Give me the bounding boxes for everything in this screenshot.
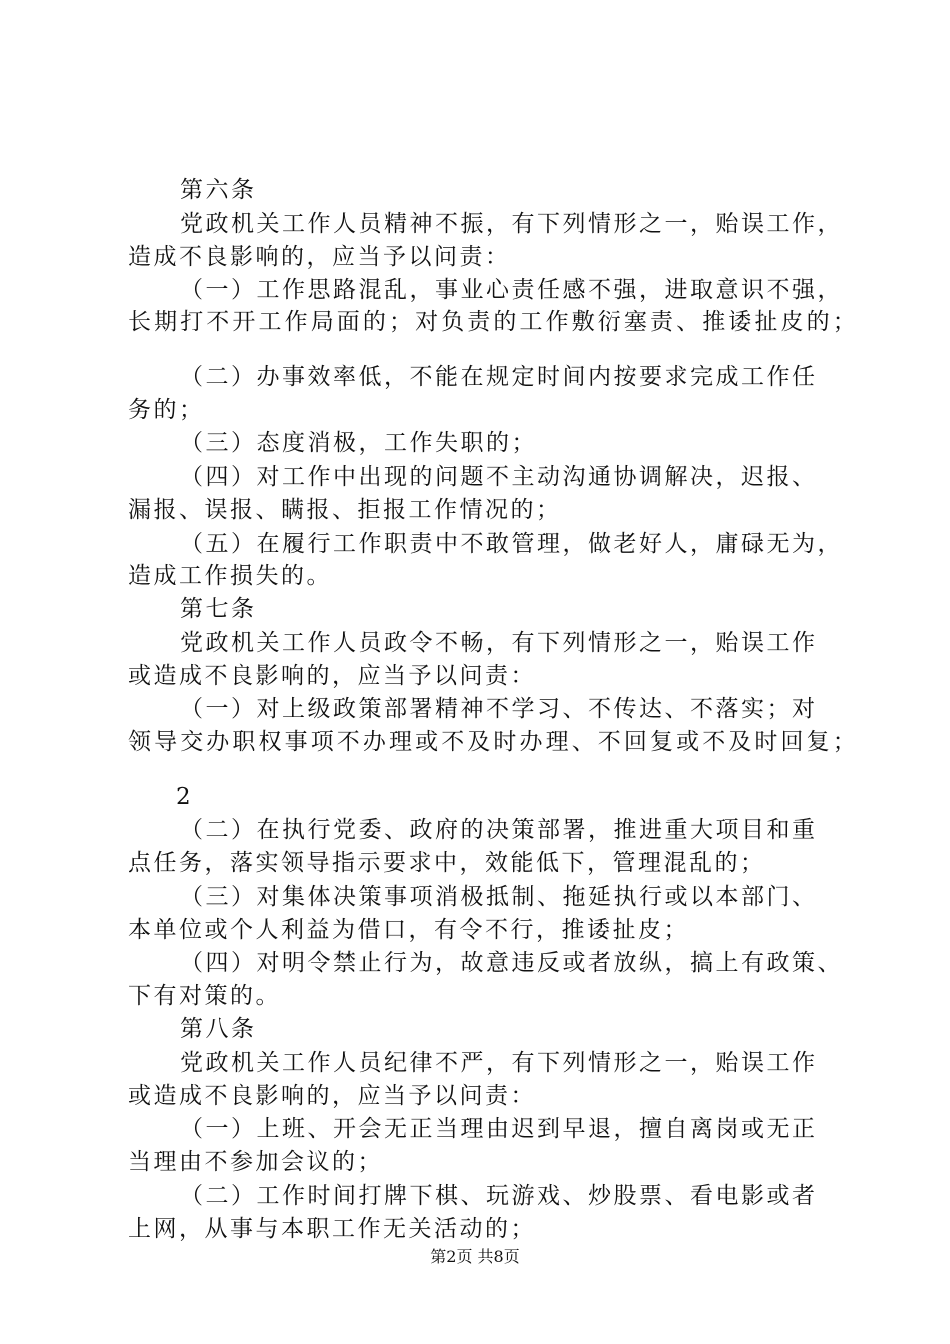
body-line: 造成不良影响的，应当予以问责： (128, 244, 511, 270)
body-line: （二）办事效率低，不能在规定时间内按要求完成工作任 (180, 364, 818, 390)
body-line: （四）对明令禁止行为，故意违反或者放纵，搞上有政策、 (180, 950, 843, 976)
body-line: 务的； (128, 397, 205, 423)
body-line: 或造成不良影响的，应当予以问责： (128, 663, 536, 689)
body-line: （三）态度消极，工作失职的； (180, 430, 537, 456)
body-line: 长期打不开工作局面的；对负责的工作敷衍塞责、推诿扯皮的； (128, 309, 859, 335)
body-line: 或造成不良影响的，应当予以问责： (128, 1083, 536, 1109)
body-line: （二）工作时间打牌下棋、玩游戏、炒股票、看电影或者 (180, 1183, 818, 1209)
body-line: 上网，从事与本职工作无关活动的； (128, 1216, 536, 1242)
body-line: （五）在履行工作职责中不敢管理，做老好人，庸碌无为， (180, 531, 843, 557)
body-line: 当理由不参加会议的； (128, 1149, 383, 1175)
article-6-heading: 第六条 (180, 177, 257, 203)
page-footer: 第2页 共8页 (430, 1247, 520, 1266)
body-line: 领导交办职权事项不办理或不及时办理、不回复或不及时回复； (128, 729, 859, 755)
body-line: 造成工作损失的。 (128, 563, 332, 589)
body-line: 下有对策的。 (128, 983, 281, 1009)
body-line: 点任务，落实领导指示要求中，效能低下，管理混乱的； (128, 850, 766, 876)
article-7-heading: 第七条 (180, 596, 257, 622)
body-line: 党政机关工作人员精神不振，有下列情形之一，贻误工作， (180, 211, 843, 237)
body-line: （二）在执行党委、政府的决策部署，推进重大项目和重 (180, 817, 818, 843)
body-line: （一）对上级政策部署精神不学习、不传达、不落实；对 (180, 696, 818, 722)
body-line: （四）对工作中出现的问题不主动沟通协调解决，迟报、 (180, 464, 818, 490)
article-8-heading: 第八条 (180, 1016, 257, 1042)
body-line: 漏报、误报、瞒报、拒报工作情况的； (128, 497, 562, 523)
body-line: 党政机关工作人员政令不畅，有下列情形之一，贻误工作 (180, 630, 818, 656)
body-line: （一）上班、开会无正当理由迟到早退，擅自离岗或无正 (180, 1116, 818, 1142)
body-line: 本单位或个人利益为借口，有令不行，推诿扯皮； (128, 917, 689, 943)
body-line: （一）工作思路混乱，事业心责任感不强，进取意识不强， (180, 277, 843, 303)
inline-page-number: 2 (176, 784, 194, 810)
body-line: （三）对集体决策事项消极抵制、拖延执行或以本部门、 (180, 884, 818, 910)
body-line: 党政机关工作人员纪律不严，有下列情形之一，贻误工作 (180, 1050, 818, 1076)
